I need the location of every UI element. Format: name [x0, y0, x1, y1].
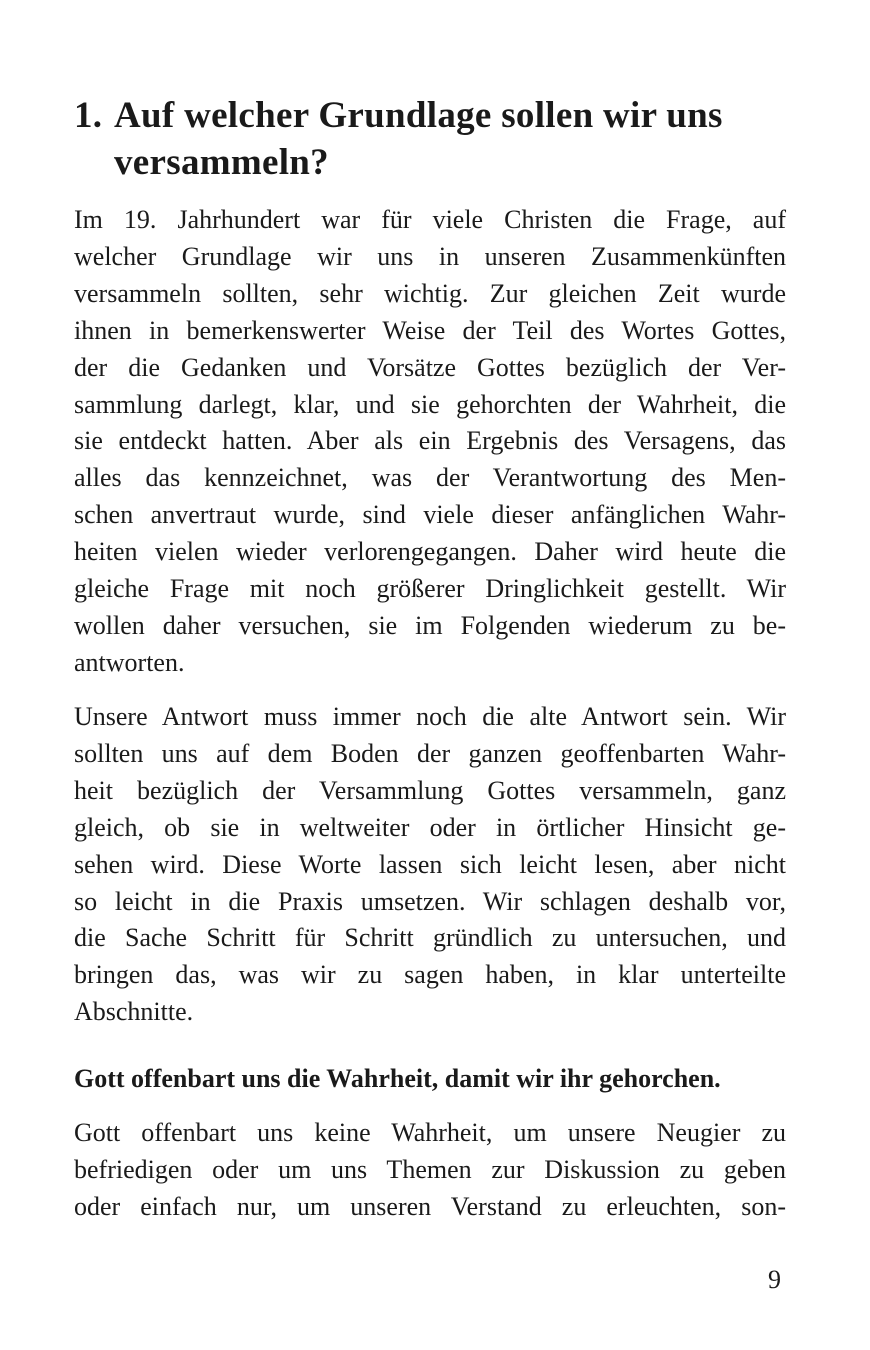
text-line: bringen das, was wir zu sagen haben, in klar unterteilte [74, 960, 786, 990]
paragraph-3 [74, 1115, 786, 1226]
text-line: sammlung darlegt, klar, und sie gehorchten der Wahrheit, die [74, 389, 786, 419]
text-line: sie entdeckt hatten. Aber als ein Ergebnis des Versagens, das [74, 426, 786, 456]
text-line: gleich, ob sie in weltweiter oder in örtlicher Hinsicht ge- [74, 812, 786, 842]
text-line: sollten uns auf dem Boden der ganzen geoffenbarten Wahr- [74, 738, 786, 768]
text-line: die Sache Schritt für Schritt gründlich zu untersuchen, und [74, 923, 786, 953]
page-number: 9 [768, 1265, 781, 1294]
text-line: gleiche Frage mit noch größerer Dringlichkeit gestellt. Wir [74, 574, 786, 604]
text-line: welcher Grundlage wir uns in unseren Zusammenkünften [74, 241, 786, 271]
chapter-title-part-2: versammeln? [114, 142, 329, 183]
chapter-number: 1. [74, 95, 103, 136]
text-line: versammeln sollten, sehr wichtig. Zur gleichen Zeit wurde [74, 278, 786, 308]
text-line: wollen daher versuchen, sie im Folgenden wiederum zu be- [74, 610, 786, 640]
text-line: alles das kennzeichnet, was der Verantwortung des Men- [74, 463, 786, 493]
text-line: heit bezüglich der Versammlung Gottes versammeln, ganz [74, 775, 786, 805]
text-line: befriedigen oder um uns Themen zur Diskussion zu geben [74, 1154, 786, 1184]
chapter-heading-line-1 [74, 92, 786, 139]
text-line: oder einfach nur, um unseren Verstand zu erleuchten, son- [74, 1191, 786, 1221]
chapter-heading [74, 92, 786, 186]
text-line: Im 19. Jahrhundert war für viele Christen die Frage, auf [74, 205, 786, 234]
text-line: so leicht in die Praxis umsetzen. Wir schlagen deshalb vor, [74, 886, 786, 916]
text-line: sehen wird. Diese Worte lassen sich leicht lesen, aber nicht [74, 849, 786, 879]
text-line: Abschnitte. [74, 997, 194, 1027]
text-line: Unsere Antwort muss immer noch die alte Antwort sein. Wir [74, 702, 786, 731]
chapter-title-part-1: Auf welcher Grundlage sollen wir uns [114, 95, 723, 136]
text-line: heiten vielen wieder verlorengegangen. Daher wird heute die [74, 537, 786, 567]
text-line: Gott offenbart uns keine Wahrheit, um unsere Neugier zu [74, 1118, 786, 1147]
text-line: der die Gedanken und Vorsätze Gottes bezüglich der Ver- [74, 352, 786, 382]
section-heading: Gott offenbart uns die Wahrheit, damit wir ihr gehorchen. [74, 1064, 721, 1093]
paragraph-1 [74, 202, 786, 682]
text-line: antworten. [74, 647, 185, 677]
text-line: ihnen in bemerkenswerter Weise der Teil des Wortes Gottes, [74, 315, 786, 345]
paragraph-2 [74, 699, 786, 1031]
text-line: schen anvertraut wurde, sind viele dieser anfänglichen Wahr- [74, 500, 786, 530]
